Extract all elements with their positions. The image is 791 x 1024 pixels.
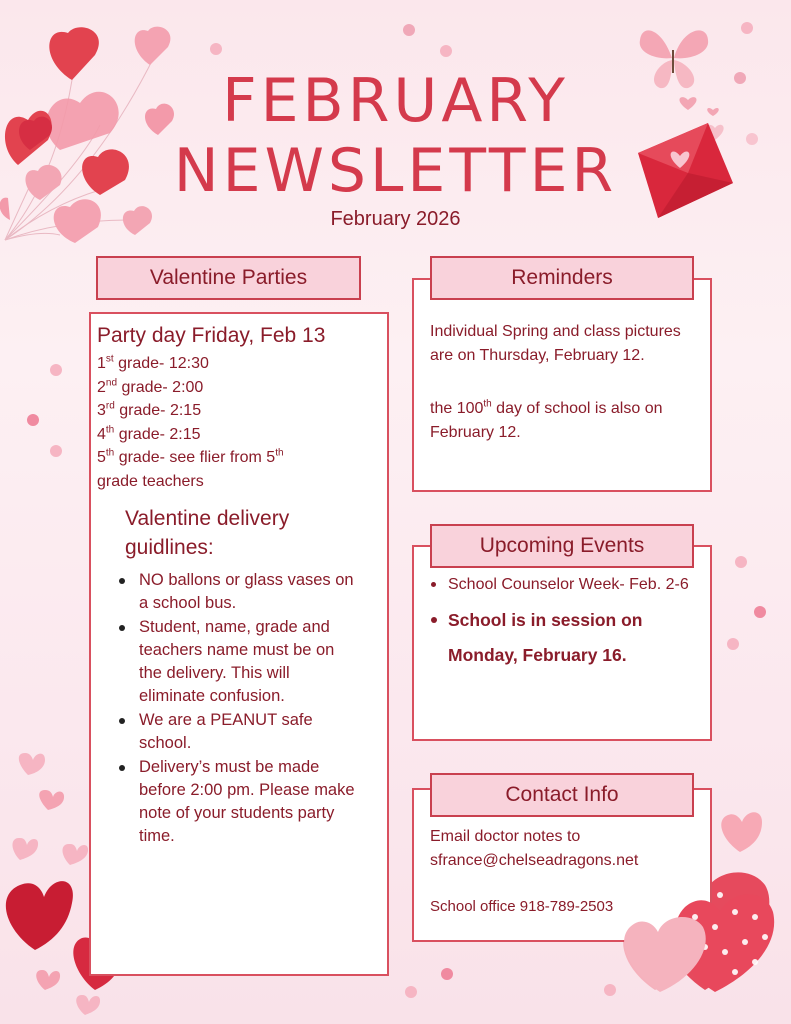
heart-overlay-icon [615, 872, 775, 997]
contact-tab: Contact Info [430, 773, 694, 817]
decor-dot [441, 968, 453, 980]
parties-panel [89, 312, 389, 976]
newsletter-title-line1: FEBRUARY [222, 66, 569, 136]
reminder-100th-day: the 100th day of school is also on February 12. [430, 398, 663, 441]
decor-dot [210, 43, 222, 55]
decor-dot [405, 986, 417, 998]
grade-time-row: 1st grade- 12:30 [97, 353, 209, 372]
grade-times [97, 352, 377, 493]
reminder-pictures: Individual Spring and class pictures are on Thursday, February 12. [430, 323, 681, 364]
list-item: NO ballons or glass vases on a school bus. [117, 569, 357, 615]
list-item: School is in session on Monday, February 16. [430, 603, 700, 673]
grade-time-row: 4th grade- 2:15 [97, 424, 201, 443]
school-office-phone: School office 918-789-2503 [430, 898, 614, 915]
reminders-panel [412, 278, 712, 492]
grade-time-row: 2nd grade- 2:00 [97, 377, 204, 396]
decor-dot [741, 22, 753, 34]
newsletter-title-line2: NEWSLETTER [173, 136, 618, 206]
list-item: Student, name, grade and teachers name must be on the delivery. This will eliminate confusion. [117, 616, 357, 708]
decor-dot [50, 364, 62, 376]
decor-dot [27, 414, 39, 426]
decor-dot [50, 445, 62, 457]
decor-dot [735, 556, 747, 568]
events-panel [412, 545, 712, 741]
decor-dot [440, 45, 452, 57]
contact-email: sfrance@chelseadragons.net [430, 852, 639, 869]
events-tab: Upcoming Events [430, 524, 694, 568]
grade-time-row: 3rd grade- 2:15 [97, 400, 202, 419]
list-item: We are a PEANUT safe school. [117, 709, 357, 755]
email-label: Email doctor notes to [430, 828, 581, 845]
decor-dot [403, 24, 415, 36]
newsletter-date: February 2026 [330, 208, 461, 230]
grade-time-row: grade teachers [97, 472, 204, 490]
reminders-tab: Reminders [430, 256, 694, 300]
events-list [430, 569, 700, 673]
grade-time-row: 5th grade- see flier from 5th [97, 447, 284, 466]
party-day-heading: Party day Friday, Feb 13 [97, 324, 326, 347]
decor-dot [727, 638, 739, 650]
list-item: Delivery’s must be made before 2:00 pm. Please make note of your students party time. [117, 756, 357, 848]
delivery-guidelines-list [117, 569, 357, 849]
list-item: School Counselor Week- Feb. 2-6 [430, 569, 700, 601]
parties-tab: Valentine Parties [96, 256, 361, 300]
delivery-guidelines-heading: Valentine delivery guidlines: [125, 507, 290, 559]
decor-dot [754, 606, 766, 618]
